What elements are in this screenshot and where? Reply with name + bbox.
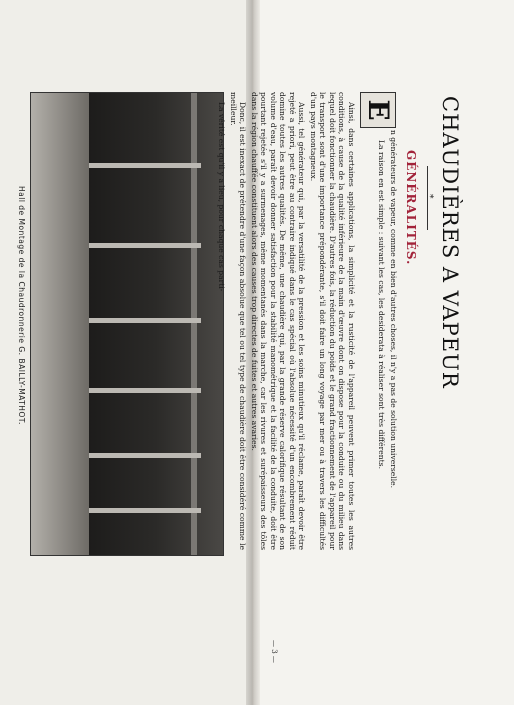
drop-cap: E <box>360 92 396 128</box>
paragraph: Aussi, tel générateur qui, par la versatilité de la pression et les soins minutieux qu'il réclame, paraît devoir être rejeté a priori, peut être au contraire indiqué dans le cas spécial où l'absolue nécessité d'un encombrement réduit domine toutes les autres qualités. De même, une chaudière qui, par la grande réserve calorifique résultant de son volume d'eau, paraît devoir donner satisfaction pour la stabilité manométrique et la facilité de la conduite, doit être pourtant rejetée s'il y a surmenages, même momentanés dans la marche, car les rivures et surépaisseurs des tôles dans la région chauffée constituent alors des causes trop directes de fuites et autres avaries. <box>250 92 307 550</box>
column <box>71 318 201 323</box>
page-number: — 3 — <box>270 640 278 663</box>
right-page-content <box>217 0 514 705</box>
page-title: CHAUDIÈRES A VAPEUR <box>438 96 462 389</box>
column <box>71 388 201 393</box>
workshop-floor <box>31 93 89 555</box>
column <box>71 508 201 513</box>
paragraph: La raison en est simple : suivant les cas, les desiderata à réaliser sont très différents. <box>377 140 387 469</box>
column <box>71 243 201 248</box>
ornament-star: * <box>424 194 434 199</box>
paragraph: La vérité est qu'il y a lieu, pour chaque cas parti- <box>217 102 227 292</box>
paragraph: Donc, il est inexact de prétendre d'une façon absolue que tel ou tel type de chaudière doit être considéré comme le meilleur. <box>229 92 248 550</box>
paragraph: Ainsi, dans certaines applications, la simplicité et la rusticité de l'appareil peuvent primer toutes les autres conditions, à cause de la qualité inférieure de la main d'œuvre dont on dispose pour la conduite ou du milieu dans lequel doit fonctionner la chaudière. D'autres fois, la réduction du poids et le grand fractionnement de l'appareil pour le transport sont d'une importance prépondérante, s'il doit faire un long voyage par mer ou à travers les difficultés d'un pays montagneux. <box>309 92 356 550</box>
section-subtitle: GÉNÉRALITÉS. <box>404 150 418 266</box>
body-text-continued <box>215 92 356 550</box>
body-text <box>375 130 398 550</box>
column <box>71 453 201 458</box>
workshop-photo <box>30 92 224 556</box>
photo-caption: Hall de Montage de la Chaudronnerie G. BAILLY-MATHOT. <box>17 186 26 425</box>
column <box>71 163 201 168</box>
paragraph: n générateurs de vapeur, comme en bien d'autres choses, il n'y a pas de solution universelle. <box>389 130 398 489</box>
